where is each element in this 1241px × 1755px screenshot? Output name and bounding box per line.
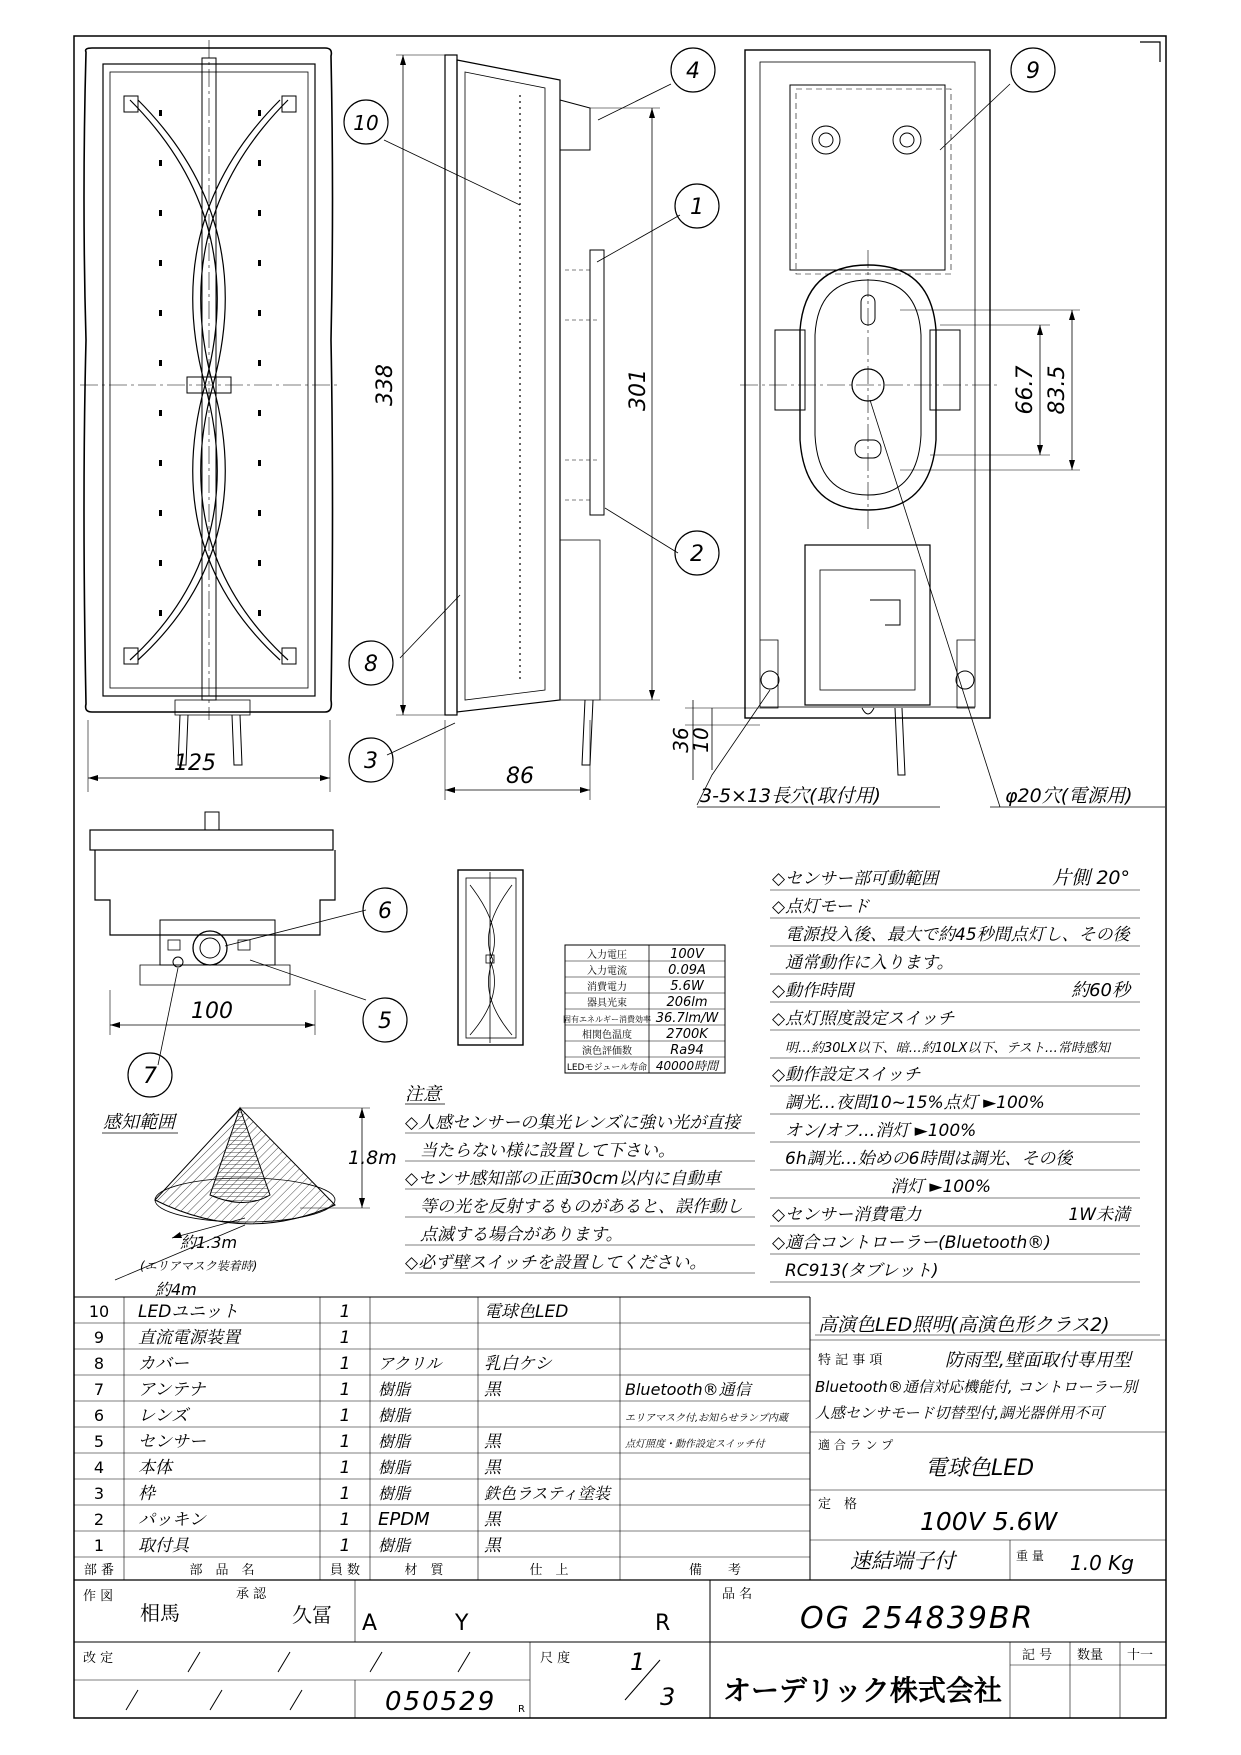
- part-row-no: 4: [93, 1458, 105, 1477]
- sensor-note: ◇点灯照度設定スイッチ: [772, 1009, 955, 1029]
- lamp-label: 適 合 ラ ン プ: [818, 1438, 894, 1452]
- part-row-finish: 電球色LED: [484, 1302, 569, 1322]
- part-row-mat: 樹脂: [378, 1458, 411, 1477]
- revision-date-suffix: R: [518, 1704, 525, 1715]
- part-row-qty: 1: [339, 1536, 351, 1556]
- part-row-no: 5: [93, 1432, 105, 1451]
- sensing-r1: 約1.3m: [180, 1233, 238, 1252]
- dim-36: 36: [669, 727, 693, 753]
- spec-table-text: [563, 947, 720, 1073]
- part-row-finish: 鉄色ラスティ塗装: [484, 1484, 610, 1503]
- ayr-a: A: [362, 1611, 378, 1636]
- parts-header-name: 部 品 名: [189, 1563, 255, 1578]
- part-row-note: 点灯照度・動作設定スイッチ付: [625, 1439, 765, 1450]
- spec-value: 2700K: [666, 1027, 708, 1042]
- product-label: 品 名: [722, 1587, 753, 1602]
- rating-value: 100V 5.6W: [920, 1507, 1058, 1536]
- count-mark: 十一: [1127, 1648, 1154, 1663]
- dim-125: 125: [174, 751, 216, 776]
- part-row-no: 3: [93, 1484, 105, 1503]
- part-row-no: 9: [93, 1328, 105, 1347]
- part-row-mat: 樹脂: [378, 1484, 411, 1503]
- part-row-no: 7: [93, 1380, 105, 1399]
- product-name: OG 254839BR: [800, 1601, 1035, 1636]
- product-thumbnail: [458, 870, 523, 1045]
- part-row-mat: アクリル: [378, 1354, 442, 1373]
- parts-header-finish: 仕 上: [529, 1563, 569, 1578]
- caution-line: 当たらない様に設置して下さい。: [420, 1141, 675, 1161]
- sensor-note-right: 約60秒: [1071, 980, 1130, 1001]
- drawn-label: 作 図: [83, 1589, 114, 1604]
- callout-5: 5: [378, 1009, 392, 1034]
- part-row-finish: 黒: [484, 1380, 501, 1400]
- dim-301: 301: [626, 369, 651, 411]
- sensor-notes: [770, 867, 1140, 1282]
- part-row-name: アンテナ: [138, 1380, 206, 1400]
- part-row-note: エリアマスク付,お知らせランプ内蔵: [625, 1413, 788, 1424]
- revision-label: 改 定: [83, 1651, 114, 1666]
- sensor-note-right: 1W未満: [1068, 1205, 1130, 1225]
- parts-header-qty: 員 数: [329, 1563, 361, 1578]
- callout-8: 8: [364, 652, 378, 677]
- sensor-note-right: 片側 20°: [1052, 867, 1130, 889]
- part-row-mat: 樹脂: [378, 1432, 411, 1451]
- sensor-note: ◇動作時間: [772, 981, 854, 1001]
- part-row-name: パッキン: [138, 1510, 206, 1530]
- parts-header-note: 備 考: [688, 1563, 742, 1578]
- parts-table: [84, 1302, 790, 1578]
- front-view: [80, 40, 340, 792]
- approved-label: 承 認: [236, 1587, 267, 1602]
- spec-value: 5.6W: [670, 979, 704, 994]
- sensing-range: [102, 1108, 397, 1299]
- note-hole: φ20穴(電源用): [1005, 785, 1133, 807]
- spec-value: 0.09A: [668, 963, 706, 978]
- caution-line: ◇センサ感知部の正面30cm以内に自動車: [405, 1169, 721, 1189]
- part-row-no: 8: [93, 1354, 105, 1373]
- callout-10: 10: [353, 111, 379, 135]
- part-row-qty: 1: [339, 1354, 351, 1374]
- features-label: 特 記 事 項: [818, 1353, 883, 1368]
- part-row-qty: 1: [339, 1302, 351, 1322]
- sensor-note: 6h調光…始めの6時間は調光、その後: [785, 1149, 1073, 1169]
- dim-338: 338: [373, 364, 398, 406]
- caution-line: ◇人感センサーの集光レンズに強い光が直接: [405, 1113, 741, 1133]
- part-row-finish: 黒: [484, 1432, 501, 1452]
- dim-100: 100: [191, 999, 233, 1024]
- sensing-title: 感知範囲: [103, 1112, 175, 1133]
- sensor-note: 明…約30LX以下、暗…約10LX以下、テスト…常時感知: [785, 1041, 1110, 1056]
- part-row-note: Bluetooth®通信: [625, 1380, 751, 1399]
- spec-value: 40000時間: [655, 1059, 719, 1073]
- ayr-r: R: [655, 1611, 671, 1636]
- part-row-no: 10: [88, 1302, 110, 1321]
- parts-header-no: 部 番: [83, 1563, 115, 1578]
- part-row-qty: 1: [339, 1432, 351, 1452]
- caution-line: 等の光を反射するものがあると、誤作動し: [420, 1197, 743, 1217]
- spec-label: 相関色温度: [582, 1030, 632, 1041]
- note-slot: 3-5×13長穴(取付用): [700, 785, 881, 807]
- approved-by: 久冨: [292, 1603, 332, 1627]
- part-row-finish: 黒: [484, 1458, 501, 1478]
- title-block: [83, 1587, 1153, 1717]
- spec-label: 入力電流: [587, 966, 627, 977]
- features-line-1: 防雨型,壁面取付専用型: [945, 1350, 1131, 1371]
- product-spec-block: [815, 1314, 1160, 1575]
- part-row-name: レンズ: [138, 1406, 189, 1426]
- part-row-name: カバー: [138, 1354, 189, 1374]
- sensor-note: 消灯 ►100%: [890, 1177, 992, 1197]
- caution-line: 点滅する場合があります。: [420, 1225, 623, 1245]
- sensor-note: ◇センサー部可動範囲: [772, 869, 939, 889]
- part-row-name: LEDユニット: [138, 1302, 239, 1322]
- part-row-qty: 1: [339, 1510, 351, 1530]
- spec-label: 固有エネルギー消費効率: [563, 1015, 651, 1024]
- spec-label: 器具光束: [587, 998, 627, 1009]
- dim-10: 10: [689, 727, 713, 753]
- part-row-finish: 乳白ケシ: [484, 1354, 552, 1374]
- part-row-mat: EPDM: [378, 1509, 430, 1530]
- revision-date: 050529: [385, 1687, 497, 1717]
- spec-value: Ra94: [670, 1043, 704, 1058]
- terminal-value: 速結端子付: [850, 1549, 955, 1573]
- part-row-name: センサー: [138, 1432, 206, 1452]
- symbol-label: 記 号: [1022, 1648, 1053, 1663]
- part-row-finish: 黒: [484, 1536, 501, 1556]
- caution-title: 注意: [405, 1084, 441, 1105]
- callout-6: 6: [378, 899, 392, 924]
- spec-label: 消費電力: [587, 982, 627, 993]
- sensor-note: ◇適合コントローラー(Bluetooth®): [772, 1233, 1051, 1253]
- part-row-qty: 1: [339, 1458, 351, 1478]
- part-row-no: 1: [93, 1536, 105, 1555]
- part-row-name: 本体: [138, 1458, 172, 1478]
- dim-66-7: 66.7: [1013, 365, 1038, 415]
- part-row-qty: 1: [339, 1328, 351, 1348]
- sensor-note: ◇センサー消費電力: [772, 1205, 922, 1225]
- rating-label: 定 格: [818, 1497, 858, 1512]
- side-view: [373, 55, 660, 800]
- caution-line: ◇必ず壁スイッチを設置してください。: [405, 1253, 707, 1273]
- spec-label: 入力電圧: [587, 950, 627, 961]
- product-class-title: 高演色LED照明(高演色形クラス2): [818, 1314, 1110, 1336]
- spec-label: 演色評価数: [582, 1046, 632, 1057]
- scale-denominator: 3: [660, 1683, 676, 1711]
- caution-notes: [405, 1084, 755, 1273]
- sensor-note: ◇点灯モード: [772, 897, 870, 917]
- part-row-name: 枠: [138, 1484, 155, 1504]
- features-line-2: Bluetooth®通信対応機能付, コントローラー別: [815, 1378, 1138, 1396]
- sensing-r1-note: (エリアマスク装着時): [140, 1259, 258, 1273]
- ayr-y: Y: [455, 1611, 469, 1636]
- count-label: 数量: [1077, 1648, 1104, 1663]
- part-row-mat: 樹脂: [378, 1536, 411, 1555]
- back-view: [669, 50, 1165, 807]
- lamp-value: 電球色LED: [925, 1456, 1035, 1481]
- callout-7: 7: [143, 1064, 157, 1089]
- callout-4: 4: [686, 59, 700, 84]
- part-row-qty: 1: [339, 1380, 351, 1400]
- sensor-note: 通常動作に入ります。: [785, 953, 954, 973]
- part-row-finish: 黒: [484, 1510, 501, 1530]
- sensor-note: 電源投入後、最大で約45秒間点灯し、その後: [785, 925, 1130, 945]
- callout-9: 9: [1026, 59, 1040, 84]
- part-row-mat: 樹脂: [378, 1380, 411, 1399]
- spec-value: 36.7lm/W: [655, 1011, 719, 1026]
- part-row-mat: 樹脂: [378, 1406, 411, 1425]
- scale-label: 尺 度: [540, 1651, 571, 1666]
- callout-1: 1: [690, 195, 704, 220]
- sensor-note: ◇動作設定スイッチ: [772, 1065, 921, 1085]
- dim-86: 86: [506, 764, 534, 789]
- part-row-no: 2: [93, 1510, 105, 1529]
- bottom-view: [90, 812, 335, 1035]
- drawn-by: 相馬: [140, 1601, 180, 1625]
- weight-value: 1.0 Kg: [1070, 1551, 1134, 1575]
- callout-2: 2: [690, 542, 704, 567]
- callout-3: 3: [364, 749, 378, 774]
- company-name: オーデリック株式会社: [723, 1674, 1002, 1707]
- weight-label: 重 量: [1016, 1549, 1044, 1563]
- spec-label: LEDモジュール寿命: [566, 1063, 648, 1073]
- sensing-r2: 約4m: [155, 1280, 197, 1299]
- sensor-note: 調光…夜間10~15%点灯 ►100%: [785, 1093, 1045, 1113]
- part-row-name: 直流電源装置: [138, 1328, 240, 1348]
- scale-numerator: 1: [630, 1648, 646, 1676]
- part-row-qty: 1: [339, 1484, 351, 1504]
- dim-83-5: 83.5: [1045, 365, 1070, 415]
- sensing-height: 1.8m: [348, 1147, 397, 1169]
- spec-value: 206lm: [666, 995, 708, 1010]
- sensor-note: オン/オフ…消灯 ►100%: [785, 1121, 977, 1141]
- part-row-qty: 1: [339, 1406, 351, 1426]
- sensor-note: RC913(タブレット): [785, 1261, 939, 1281]
- part-row-name: 取付具: [138, 1536, 189, 1556]
- parts-header-mat: 材 質: [404, 1563, 444, 1578]
- features-line-3: 人感センサモード切替型付,調光器併用不可: [815, 1404, 1105, 1422]
- part-row-no: 6: [93, 1406, 105, 1425]
- spec-value: 100V: [670, 947, 704, 962]
